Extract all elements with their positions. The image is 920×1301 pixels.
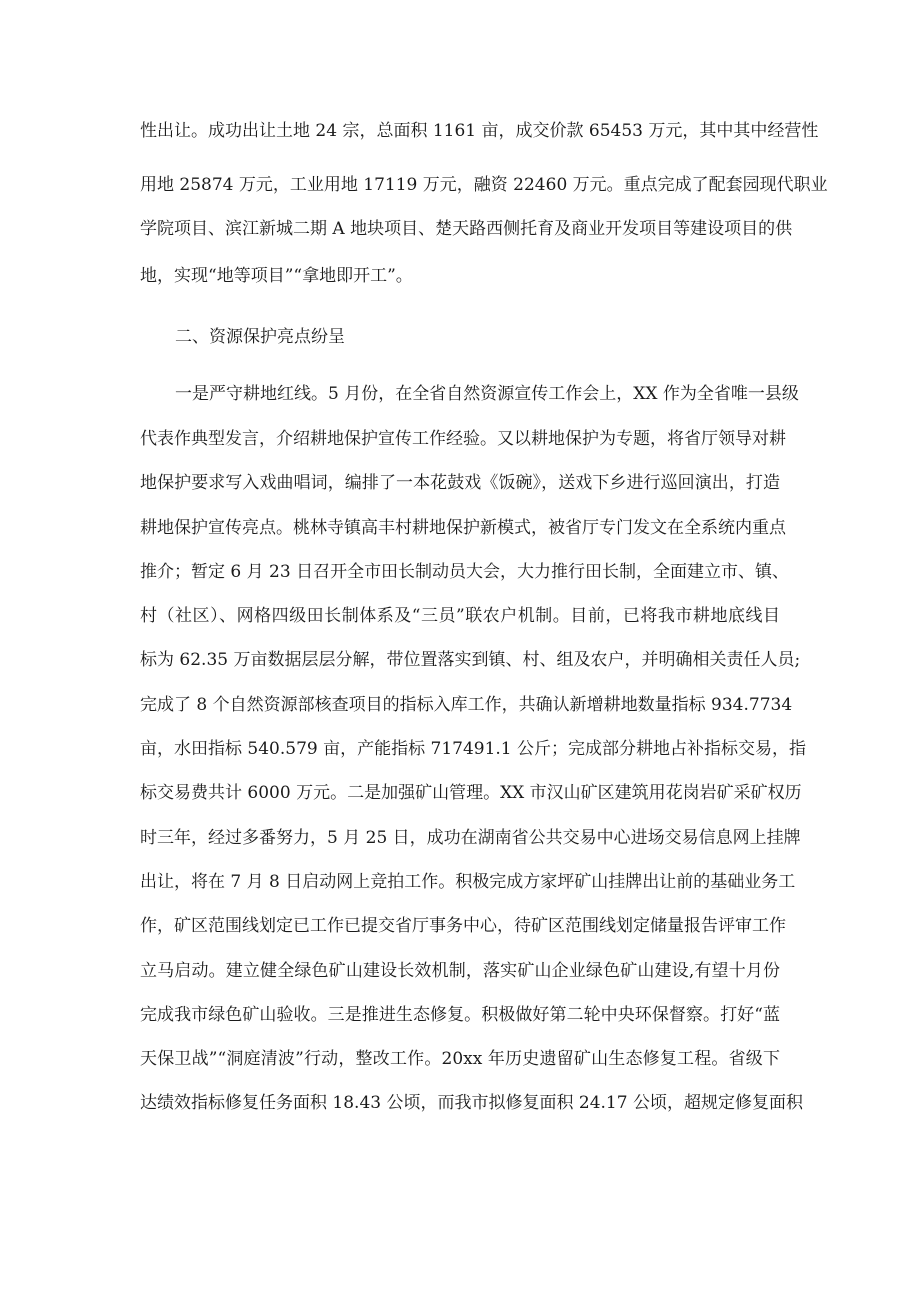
paragraph-line: 地，实现“地等项目”“拿地即开工”。 (140, 266, 413, 286)
paragraph-line: 作，矿区范围线划定已工作已提交省厅事务中心，待矿区范围线划定储量报告评审工作 (140, 916, 786, 936)
paragraph-line: 村（社区）、网格四级田长制体系及“三员”联农户机制。目前，已将我市耕地底线目 (140, 606, 780, 626)
paragraph-line: 完成我市绿色矿山验收。三是推进生态修复。积极做好第二轮中央环保督察。打好“蓝 (140, 1005, 780, 1025)
paragraph-line: 达绩效指标修复任务面积 18.43 公顷，而我市拟修复面积 24.17 公顷，超规定修复面积 (140, 1093, 803, 1113)
paragraph-line: 立马启动。建立健全绿色矿山建设长效机制，落实矿山企业绿色矿山建设,有望十月份 (140, 961, 780, 981)
paragraph-line: 地保护要求写入戏曲唱词，编排了一本花鼓戏《饭碗》，送戏下乡进行巡回演出，打造 (140, 473, 780, 493)
paragraph-line: 时三年，经过多番努力，5 月 25 日，成功在湖南省公共交易中心进场交易信息网上挂牌 (140, 828, 801, 848)
paragraph-line: 天保卫战”“洞庭清波”行动，整改工作。20xx 年历史遗留矿山生态修复工程。省级下 (140, 1049, 780, 1069)
paragraph-line: 出让，将在 7 月 8 日启动网上竞拍工作。积极完成方家坪矿山挂牌出让前的基础业务工 (140, 872, 796, 892)
paragraph-line: 一是严守耕地红线。5 月份，在全省自然资源宣传工作会上，XX 作为全省唯一县级 (175, 384, 799, 404)
paragraph-line: 耕地保护宣传亮点。桃林寺镇高丰村耕地保护新模式，被省厅专门发文在全系统内重点 (140, 518, 786, 538)
paragraph-line: 亩，水田指标 540.579 亩，产能指标 717491.1 公斤；完成部分耕地占补指标交易，指 (140, 739, 807, 759)
paragraph-line: 学院项目、滨江新城二期 A 地块项目、楚天路西侧托育及商业开发项目等建设项目的供 (140, 219, 793, 239)
paragraph-line: 推介；暂定 6 月 23 日召开全市田长制动员大会，大力推行田长制，全面建立市、镇、 (140, 562, 790, 582)
paragraph-line: 标为 62.35 万亩数据层层分解，带位置落实到镇、村、组及农户，并明确相关责任人员; (140, 650, 801, 670)
paragraph-line: 性出让。成功出让土地 24 宗，总面积 1161 亩，成交价款 65453 万元，其中其中经营性 (140, 121, 819, 141)
paragraph-line: 标交易费共计 6000 万元。二是加强矿山管理。XX 市汉山矿区建筑用花岗岩矿采矿权历 (140, 783, 802, 803)
paragraph-line: 用地 25874 万元，工业用地 17119 万元，融资 22460 万元。重点完成了配套园现代职业 (140, 175, 828, 195)
paragraph-line: 代表作典型发言，介绍耕地保护宣传工作经验。又以耕地保护为专题，将省厅领导对耕 (140, 429, 786, 449)
section-heading: 二、资源保护亮点纷呈 (175, 327, 345, 347)
paragraph-line: 完成了 8 个自然资源部核查项目的指标入库工作，共确认新增耕地数量指标 934.7734 (140, 695, 793, 715)
